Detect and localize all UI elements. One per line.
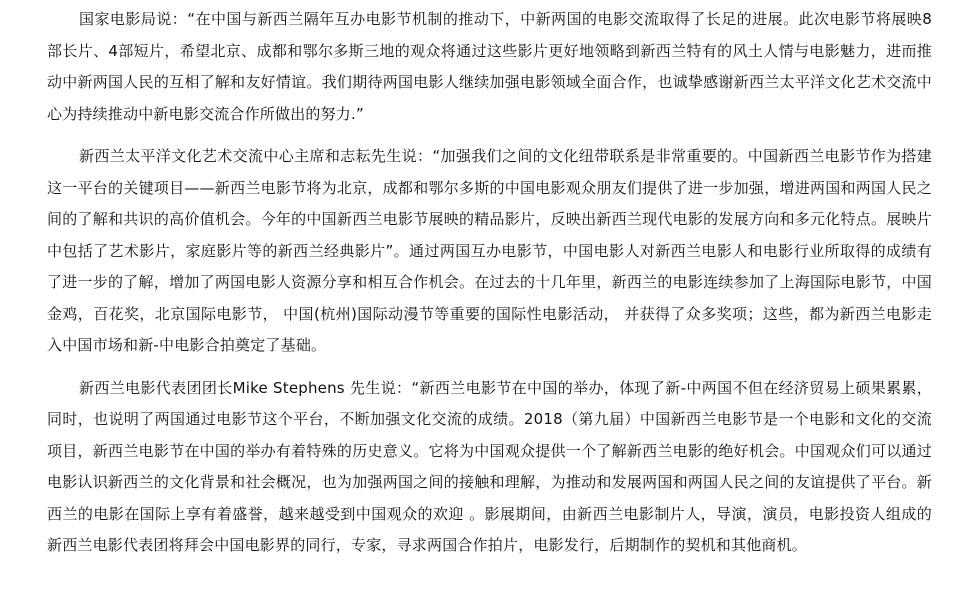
- paragraph-film-bureau-quote: 国家电影局说：“在中国与新西兰隔年互办电影节机制的推动下，中新两国的电影交流取得了长足的进展。此次电影节将展映8部长片、4部短片，希望北京、成都和鄂尔多斯三地的观众将通过这些影片更好地领略到新西兰特有的风土人情与电影魅力，进而推动中新两国人民的互相了解和友好情谊。我们期待两国电影人继续加强电影领域全面合作，也诚挚感谢新西兰太平洋文化艺术交流中心为持续推动中新电影交流合作所做出的努力.”: [47, 10, 932, 123]
- paragraph-exchange-center-quote: 新西兰太平洋文化艺术交流中心主席和志耘先生说：“加强我们之间的文化纽带联系是非常重要的。中国新西兰电影节作为搭建这一平台的关键项目——新西兰电影节将为北京，成都和鄂尔多斯的中国电影观众朋友们提供了进一步加强，增进两国和两国人民之间的了解和共识的高价值机会。今年的中国新西兰电影节展映的精品影片，反映出新西兰现代电影的发展方向和多元化特点。展映片中包括了艺术影片，家庭影片等的新西兰经典影片”。通过两国互办电影节，中国电影人对新西兰电影人和电影行业所取得的成绩有了进一步的了解，增加了两国电影人资源分享和相互合作机会。在过去的十几年里，新西兰的电影连续参加了上海国际电影节，中国金鸡，百花奖，北京国际电影节， 中国(杭州)国际动漫节等重要的国际性电影活动， 并获得了众多奖项；这些，都为新西兰电影走入中国市场和新-中电影合拍奠定了基础。: [47, 147, 932, 354]
- paragraph-delegation-quote: 新西兰电影代表团团长Mike Stephens 先生说：“新西兰电影节在中国的举办，体现了新-中两国不但在经济贸易上硕果累累，同时，也说明了两国通过电影节这个平台，不断加强文化交流的成绩。2018（第九届）中国新西兰电影节是一个电影和文化的交流项目，新西兰电影节在中国的举办有着特殊的历史意义。它将为中国观众提供一个了解新西兰电影的绝好机会。中国观众们可以通过电影认识新西兰的文化背景和社会概况，也为加强两国之间的接触和理解，为推动和发展两国和两国人民之间的友谊提供了平台。新西兰的电影在国际上享有着盛誉，越来越受到中国观众的欢迎 。影展期间，由新西兰电影制片人，导演，演员，电影投资人组成的新西兰电影代表团将拜会中国电影界的同行，专家，寻求两国合作拍片，电影发行，后期制作的契机和其他商机。: [47, 378, 932, 554]
- article-body: [47, 4, 932, 562]
